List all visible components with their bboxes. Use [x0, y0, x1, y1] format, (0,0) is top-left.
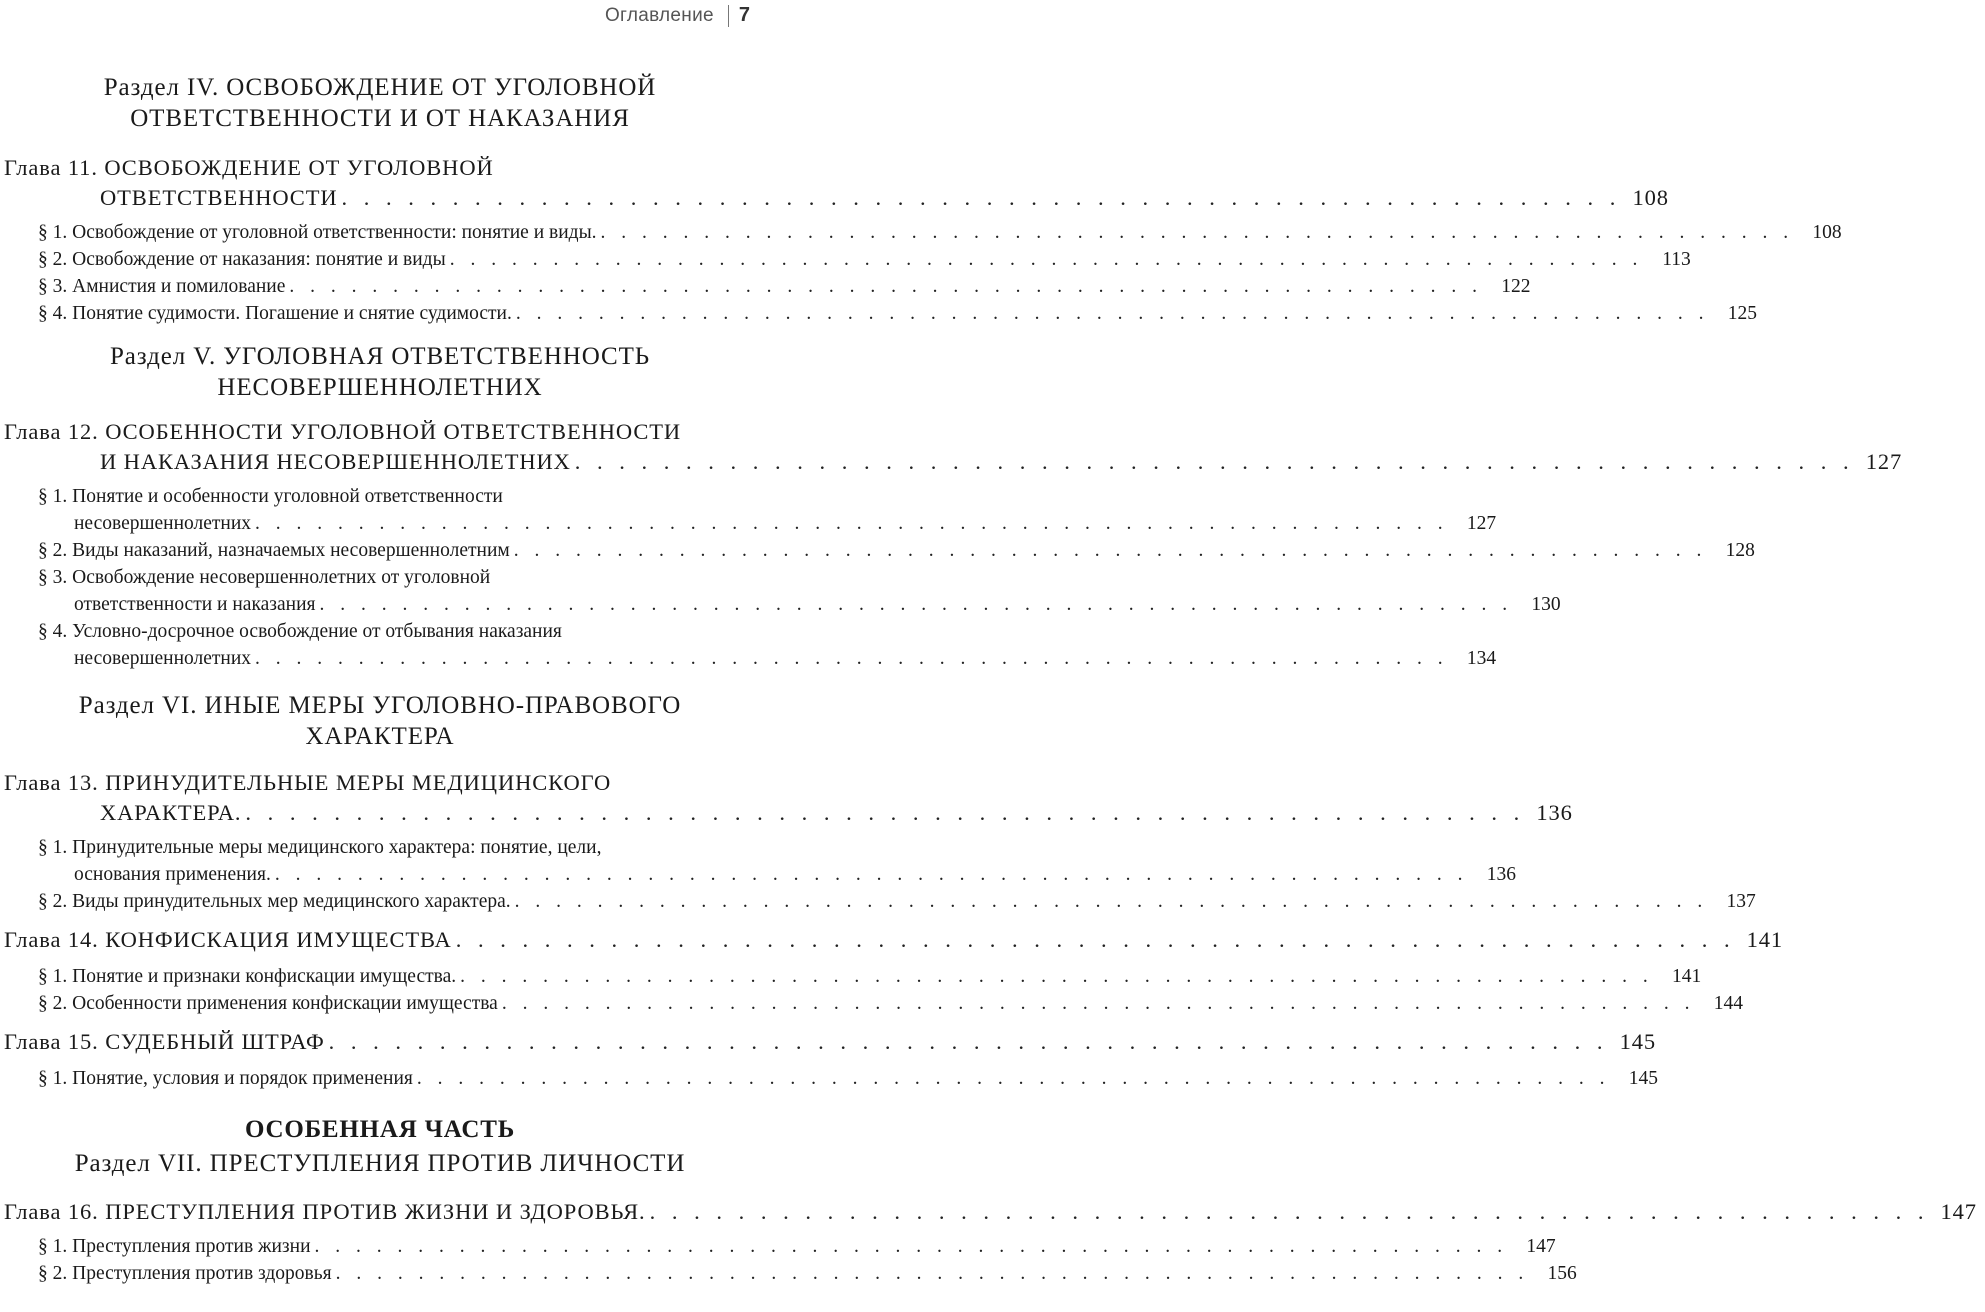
toc-chapter-12[interactable]	[0, 417, 1903, 477]
part-heading-4	[0, 72, 760, 134]
page-ref: 125	[1727, 303, 1757, 324]
page-ref: 108	[1812, 222, 1842, 243]
leader-dots: . . . . . . . . . . . . . . . . . . . . . . . . . . . . . . . . . . . . . . . . . . . . . . . . . . . . . . . . . .	[515, 303, 1709, 324]
part-heading-7	[0, 1148, 760, 1179]
section-title: § 1. Преступления против жизни	[38, 1236, 311, 1257]
leader-dots: . . . . . . . . . . . . . . . . . . . . . . . . . . . . . . . . . . . . . . . . . . . . . . . . . . . . . . . . . .	[274, 864, 1468, 885]
section-title: § 4. Понятие судимости. Погашение и снятие судимости.	[38, 303, 512, 324]
leader-dots: . . . . . . . . . . . . . . . . . . . . . . . . . . . . . . . . . . . . . . . . . . . . . . . . . . . . . . . . . .	[255, 648, 1449, 669]
leader-dots: . . . . . . . . . . . . . . . . . . . . . . . . . . . . . . . . . . . . . . . . . . . . . . . . . . . . . . . . . .	[460, 966, 1654, 987]
toc-section[interactable]	[0, 219, 1842, 246]
page-ref: 156	[1547, 1263, 1577, 1284]
page-ref: 128	[1725, 540, 1755, 561]
leader-dots: . . . . . . . . . . . . . . . . . . . . . . . . . . . . . . . . . . . . . . . . . . . . . . . . . . . . . . . . . .	[513, 540, 1707, 561]
toc-chapter-15[interactable]	[0, 1027, 1657, 1057]
chapter-title: Глава 11. ОСВОБОЖДЕНИЕ ОТ УГОЛОВНОЙ	[4, 155, 494, 180]
toc-chapter-13[interactable]	[0, 768, 1573, 828]
section-title: § 3. Освобождение несовершеннолетних от уголовной	[38, 567, 491, 588]
page-ref: 130	[1531, 594, 1561, 615]
page-ref: 144	[1713, 993, 1743, 1014]
section-title: § 1. Понятие, условия и порядок применения	[38, 1068, 413, 1089]
section-title: § 2. Виды наказаний, назначаемых несовершеннолетним	[38, 540, 510, 561]
page-ref: 108	[1632, 185, 1669, 210]
toc-chapter-16[interactable]	[0, 1197, 1977, 1227]
leader-dots: . . . . . . . . . . . . . . . . . . . . . . . . . . . . . . . . . . . . . . . . . . . . . . . . . . . . . . . . . .	[255, 513, 1449, 534]
chapter-title: Глава 12. ОСОБЕННОСТИ УГОЛОВНОЙ ОТВЕТСТВЕННОСТИ	[4, 419, 682, 444]
page-ref: 137	[1726, 891, 1756, 912]
running-head	[605, 4, 750, 27]
part-heading-5	[0, 341, 760, 403]
part-heading-line: НЕСОВЕРШЕННОЛЕТНИХ	[217, 374, 543, 401]
leader-dots: . . . . . . . . . . . . . . . . . . . . . . . . . . . . . . . . . . . . . . . . . . . . . . . . . . . . . . . . . .	[416, 1068, 1611, 1089]
section-title: § 4. Условно-досрочное освобождение от отбывания наказания	[38, 621, 562, 642]
part-heading-line: Раздел IV. ОСВОБОЖДЕНИЕ ОТ УГОЛОВНОЙ	[103, 74, 657, 101]
running-head-title: Оглавление	[604, 4, 714, 26]
page-ref: 122	[1501, 276, 1531, 297]
chapter-title: Глава 14. КОНФИСКАЦИЯ ИМУЩЕСТВА	[4, 927, 452, 952]
toc-chapter-11[interactable]	[0, 153, 1669, 213]
leader-dots: . . . . . . . . . . . . . . . . . . . . . . . . . . . . . . . . . . . . . . . . . . . . . . . . . . . . . . . . . .	[501, 993, 1695, 1014]
chapter-title-cont: ОТВЕТСТВЕННОСТИ	[100, 185, 338, 210]
toc-section[interactable]	[0, 888, 1756, 915]
page-ref: 141	[1671, 966, 1702, 987]
toc-section[interactable]	[0, 1260, 1577, 1287]
part-heading-line: Раздел VI. ИНЫЕ МЕРЫ УГОЛОВНО-ПРАВОВОГО	[78, 692, 682, 719]
section-title-cont: несовершеннолетних	[74, 648, 252, 669]
chapter-title-cont: ХАРАКТЕРА.	[100, 800, 242, 825]
leader-dots: . . . . . . . . . . . . . . . . . . . . . . . . . . . . . . . . . . . . . . . . . . . . . . . . . . . . . . . . . .	[455, 927, 1736, 952]
toc-section[interactable]	[0, 618, 1497, 672]
section-title: § 1. Освобождение от уголовной ответственности: понятие и виды.	[38, 222, 597, 243]
leader-dots: . . . . . . . . . . . . . . . . . . . . . . . . . . . . . . . . . . . . . . . . . . . . . . . . . . . . . . . . . .	[328, 1029, 1609, 1054]
toc-section[interactable]	[0, 963, 1702, 990]
leader-dots: . . . . . . . . . . . . . . . . . . . . . . . . . . . . . . . . . . . . . . . . . . . . . . . . . . . . . . . . . .	[289, 276, 1483, 297]
page-ref: 127	[1466, 513, 1497, 534]
toc-section[interactable]	[0, 246, 1691, 273]
leader-dots: . . . . . . . . . . . . . . . . . . . . . . . . . . . . . . . . . . . . . . . . . . . . . . . . . . . . . . . . . .	[335, 1263, 1529, 1284]
toc-section[interactable]	[0, 537, 1755, 564]
toc-section[interactable]	[0, 300, 1757, 327]
page-ref: 141	[1746, 927, 1784, 952]
chapter-title: Глава 16. ПРЕСТУПЛЕНИЯ ПРОТИВ ЖИЗНИ И ЗДОРОВЬЯ.	[4, 1199, 646, 1224]
section-title: § 2. Виды принудительных мер медицинского характера.	[38, 891, 511, 912]
section-title-cont: основания применения.	[74, 864, 271, 885]
toc-section[interactable]	[0, 483, 1497, 537]
chapter-title: Глава 15. СУДЕБНЫЙ ШТРАФ	[4, 1029, 325, 1054]
page-ref: 145	[1619, 1029, 1657, 1054]
page-ref: 127	[1865, 449, 1903, 474]
running-head-divider	[728, 5, 729, 27]
part-heading-6	[0, 690, 760, 752]
section-title: § 3. Амнистия и помилование	[38, 276, 286, 297]
leader-dots: . . . . . . . . . . . . . . . . . . . . . . . . . . . . . . . . . . . . . . . . . . . . . . . . . . . . . . . . . .	[649, 1199, 1929, 1224]
section-title-cont: несовершеннолетних	[74, 513, 252, 534]
section-title: § 1. Понятие и особенности уголовной ответственности	[38, 486, 503, 507]
special-part-heading: ОСОБЕННАЯ ЧАСТЬ	[244, 1116, 516, 1143]
toc-section[interactable]	[0, 564, 1561, 618]
page-number: 7	[738, 4, 750, 26]
section-title: § 1. Принудительные меры медицинского характера: понятие, цели,	[38, 837, 602, 858]
section-title: § 2. Особенности применения конфискации имущества	[38, 993, 498, 1014]
chapter-title-cont: И НАКАЗАНИЯ НЕСОВЕРШЕННОЛЕТНИХ	[100, 449, 571, 474]
leader-dots: . . . . . . . . . . . . . . . . . . . . . . . . . . . . . . . . . . . . . . . . . . . . . . . . . . . . . . . . . .	[314, 1236, 1508, 1257]
section-title-cont: ответственности и наказания	[74, 594, 316, 615]
toc-section[interactable]	[0, 1233, 1556, 1260]
toc-section[interactable]	[0, 834, 1516, 888]
table-of-contents	[0, 72, 1977, 1287]
toc-section[interactable]	[0, 990, 1743, 1017]
leader-dots: . . . . . . . . . . . . . . . . . . . . . . . . . . . . . . . . . . . . . . . . . . . . . . . . . . . . . . . . . .	[319, 594, 1513, 615]
section-title: § 2. Преступления против здоровья	[38, 1263, 332, 1284]
leader-dots: . . . . . . . . . . . . . . . . . . . . . . . . . . . . . . . . . . . . . . . . . . . . . . . . . . . . . . . . . .	[514, 891, 1708, 912]
page-ref: 136	[1486, 864, 1516, 885]
toc-chapter-14[interactable]	[0, 925, 1784, 955]
page-ref: 145	[1628, 1068, 1659, 1089]
page-ref: 147	[1526, 1236, 1556, 1257]
chapter-title: Глава 13. ПРИНУДИТЕЛЬНЫЕ МЕРЫ МЕДИЦИНСКОГО	[4, 770, 612, 795]
leader-dots: . . . . . . . . . . . . . . . . . . . . . . . . . . . . . . . . . . . . . . . . . . . . . . . . . . . . . . . . . .	[600, 222, 1794, 243]
section-title: § 2. Освобождение от наказания: понятие и виды	[38, 249, 446, 270]
page-ref: 113	[1662, 249, 1691, 270]
page-ref: 136	[1536, 800, 1573, 825]
part-heading-line: ХАРАКТЕРА	[305, 723, 455, 750]
page-ref: 134	[1466, 648, 1497, 669]
leader-dots: . . . . . . . . . . . . . . . . . . . . . . . . . . . . . . . . . . . . . . . . . . . . . . . . . . . . . . . . . .	[245, 800, 1525, 825]
section-title: § 1. Понятие и признаки конфискации имущества.	[38, 966, 457, 987]
part-heading-line: ОТВЕТСТВЕННОСТИ И ОТ НАКАЗАНИЯ	[130, 105, 630, 132]
toc-section[interactable]	[0, 273, 1531, 300]
toc-section[interactable]	[0, 1065, 1659, 1092]
leader-dots: . . . . . . . . . . . . . . . . . . . . . . . . . . . . . . . . . . . . . . . . . . . . . . . . . . . . . . . . . .	[341, 185, 1621, 210]
page-ref: 147	[1940, 1199, 1977, 1224]
part-heading-line: Раздел VII. ПРЕСТУПЛЕНИЯ ПРОТИВ ЛИЧНОСТИ	[74, 1150, 686, 1177]
leader-dots: . . . . . . . . . . . . . . . . . . . . . . . . . . . . . . . . . . . . . . . . . . . . . . . . . . . . . . . . . .	[574, 449, 1855, 474]
part-heading-line: Раздел V. УГОЛОВНАЯ ОТВЕТСТВЕННОСТЬ	[109, 343, 651, 370]
leader-dots: . . . . . . . . . . . . . . . . . . . . . . . . . . . . . . . . . . . . . . . . . . . . . . . . . . . . . . . . . .	[449, 249, 1643, 270]
